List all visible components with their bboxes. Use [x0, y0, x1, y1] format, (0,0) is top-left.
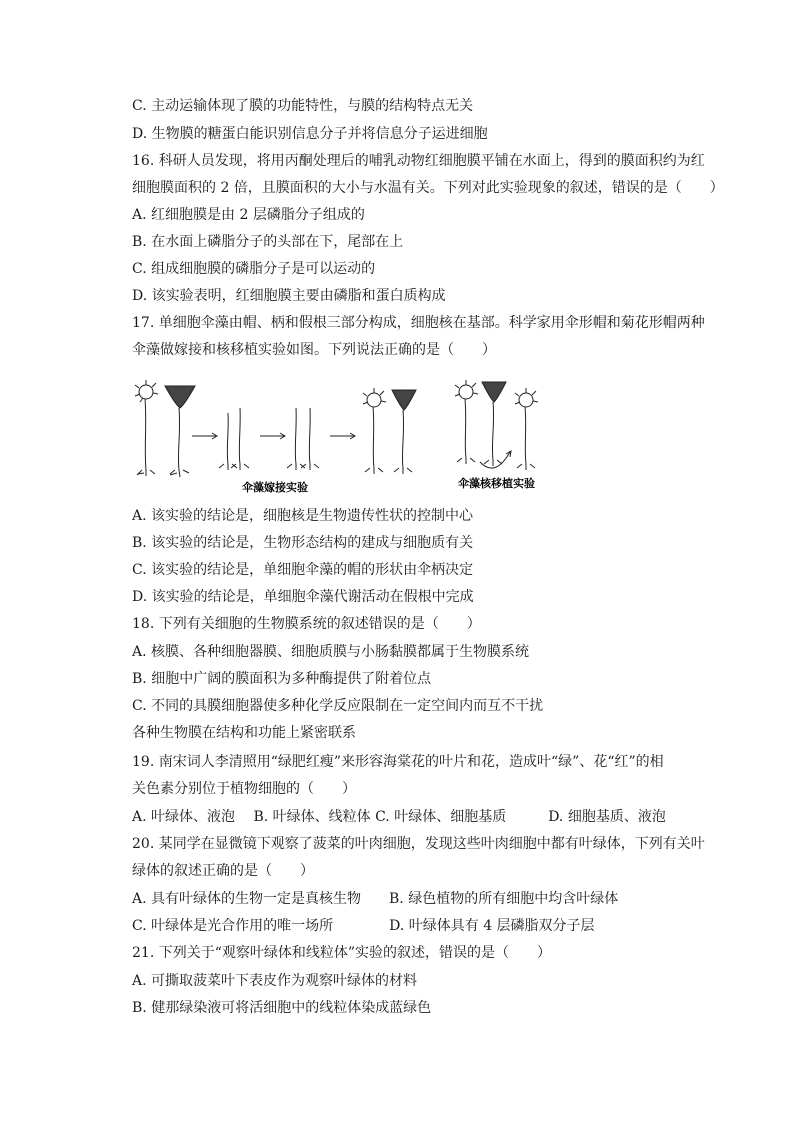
q18-option-c: C. 不同的具膜细胞器使多种化学反应限制在一定空间内而互不干扰	[132, 698, 544, 714]
daisy-cap-plant-1	[135, 380, 158, 476]
q17-option-a: A. 该实验的结论是，细胞核是生物遗传性状的控制中心	[132, 508, 474, 524]
grafted-result-plants	[363, 388, 416, 474]
q20-stem-line1: 20. 某同学在显微镜下观察了菠菜的叶肉细胞，发现这些叶肉细胞中都有叶绿体，下列有关叶	[132, 836, 705, 852]
umbrella-cap-plant-1	[165, 386, 195, 477]
acetabularia-figure	[130, 378, 550, 496]
stalk-pair-2	[287, 408, 319, 470]
q16-option-a: A. 红细胞膜是由 2 层磷脂分子组成的	[132, 207, 365, 223]
q21-option-a: A. 可撕取菠菜叶下表皮作为观察叶绿体的材料	[132, 973, 418, 989]
q21-option-b: B. 健那绿染液可将活细胞中的线粒体染成蓝绿色	[132, 1000, 432, 1016]
q18-option-a: A. 核膜、各种细胞器膜、细胞质膜与小肠黏膜都属于生物膜系统	[132, 644, 530, 660]
q20-options-cd: C. 叶绿体是光合作用的唯一场所 D. 叶绿体具有 4 层磷脂双分子层	[132, 918, 595, 934]
q20-stem-line2: 绿体的叙述正确的是（ ）	[132, 863, 314, 879]
q18-option-d: 各种生物膜在结构和功能上紧密联系	[132, 725, 356, 741]
q19-stem-line1: 19. 南宋词人李清照用“绿肥红瘦”来形容海棠花的叶片和花，造成叶“绿”、花“红”的相	[132, 754, 664, 770]
q17-stem-line2: 伞藻做嫁接和核移植实验如图。下列说法正确的是（ ）	[132, 342, 496, 358]
q19-stem-line2: 关色素分别位于植物细胞的（ ）	[132, 781, 356, 797]
q16-stem-line2: 细胞膜面积的 2 倍，且膜面积的大小与水温有关。下列对此实验现象的叙述，错误的是（ ）	[132, 180, 724, 196]
figure-caption-transfer: 伞藻核移植实验	[458, 477, 535, 490]
q16-option-b: B. 在水面上磷脂分子的头部在下，尾部在上	[132, 234, 404, 250]
q21-stem: 21. 下列关于“观察叶绿体和线粒体”实验的叙述，错误的是（ ）	[132, 945, 552, 961]
figure-caption-graft: 伞藻嫁接实验	[242, 481, 308, 494]
q17-option-d: D. 该实验的结论是，单细胞伞藻代谢活动在假根中完成	[132, 589, 474, 605]
q16-stem-line1: 16. 科研人员发现，将用丙酮处理后的哺乳动物红细胞膜平铺在水面上，得到的膜面积约为红	[132, 153, 705, 169]
q19-options: A. 叶绿体、液泡 B. 叶绿体、线粒体 C. 叶绿体、细胞基质 D. 细胞基质、液泡	[132, 809, 666, 825]
q17-stem-line1: 17. 单细胞伞藻由帽、柄和假根三部分构成，细胞核在基部。科学家用伞形帽和菊花形帽两种	[132, 315, 705, 331]
q16-option-d: D. 该实验表明，红细胞膜主要由磷脂和蛋白质构成	[132, 288, 446, 304]
q15-option-c: C. 主动运输体现了膜的功能特性，与膜的结构特点无关	[132, 98, 474, 114]
q15-option-d: D. 生物膜的糖蛋白能识别信息分子并将信息分子运进细胞	[132, 126, 488, 142]
q17-option-b: B. 该实验的结论是，生物形态结构的建成与细胞质有关	[132, 535, 474, 551]
q20-options-ab: A. 具有叶绿体的生物一定是真核生物 B. 绿色植物的所有细胞中均含叶绿体	[132, 891, 619, 907]
q16-option-c: C. 组成细胞膜的磷脂分子是可以运动的	[132, 261, 376, 277]
q17-option-c: C. 该实验的结论是，单细胞伞藻的帽的形状由伞柄决定	[132, 562, 474, 578]
q18-stem: 18. 下列有关细胞的生物膜系统的叙述错误的是（ ）	[132, 616, 481, 632]
q18-option-b: B. 细胞中广阔的膜面积为多种酶提供了附着位点	[132, 671, 432, 687]
acetabularia-illustration	[130, 378, 550, 496]
stalk-pair-1	[219, 408, 249, 470]
nuclear-transfer-plants	[455, 380, 538, 470]
